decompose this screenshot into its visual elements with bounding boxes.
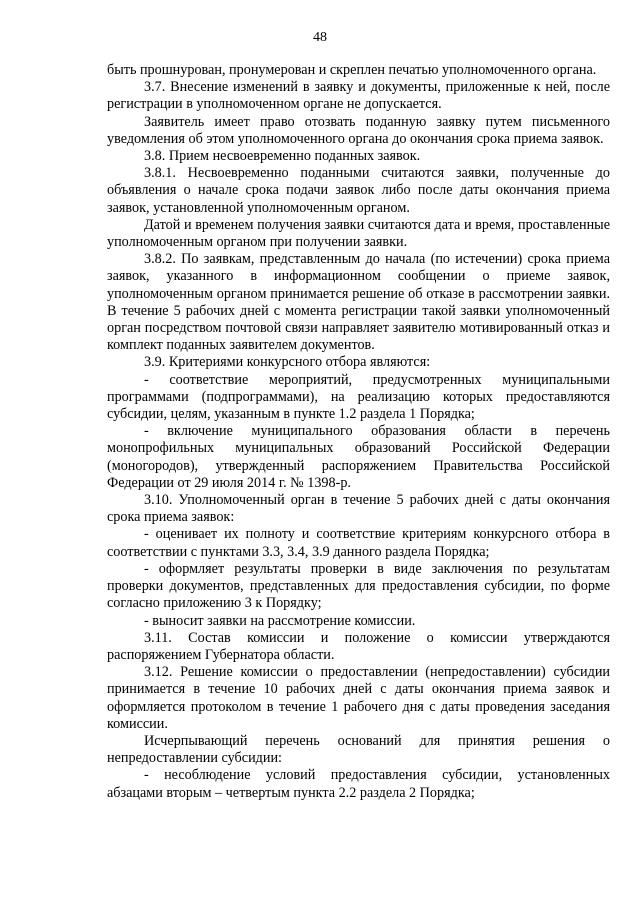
list-item: - оценивает их полноту и соответствие критериям конкурсного отбора в соответствии с пунктами 3.3, 3.4, 3.9 данного раздела Порядка; bbox=[107, 526, 610, 560]
paragraph: 3.10. Уполномоченный орган в течение 5 рабочих дней с даты окончания срока приема заявок: bbox=[107, 492, 610, 526]
paragraph: 3.12. Решение комиссии о предоставлении (непредоставлении) субсидии принимается в течение 10 рабочих дней с даты окончания приема заявок и оформляется протоколом в течение 1 рабочего дня с даты проведения заседания комиссии. bbox=[107, 664, 610, 732]
list-item: - выносит заявки на рассмотрение комиссии. bbox=[144, 612, 416, 629]
paragraph: Датой и временем получения заявки считаются дата и время, проставленные уполномоченным органом при получении заявки. bbox=[107, 216, 610, 251]
paragraph: 3.8.2. По заявкам, представленным до начала (по истечении) срока приема заявок, указанного в информационном сообщении о приеме заявок, уполномоченным органом принимается решение об отказе в рассмотрении заявки. В течение 5 рабочих дней с момента регистрации такой заявки уполномоченный орган посредством почтовой связи направляет заявителю мотивированный отказ и комплект поданных заявителем документов. bbox=[107, 251, 610, 354]
paragraph: Заявитель имеет право отозвать поданную заявку путем письменного уведомления об этом уполномоченного органа до окончания срока приема заявок. bbox=[107, 113, 610, 147]
paragraph: быть прошнурован, пронумерован и скреплен печатью уполномоченного органа. bbox=[107, 62, 597, 78]
document-body bbox=[107, 62, 610, 802]
list-item: - оформляет результаты проверки в виде заключения по результатам проверки документов, представленных для предоставления субсидии, по форме согласно приложению 3 к Порядку; bbox=[107, 560, 610, 612]
section-heading: 3.9. Критериями конкурсного отбора являются: bbox=[144, 354, 431, 371]
paragraph: 3.11. Состав комиссии и положение о комиссии утверждаются распоряжением Губернатора области. bbox=[107, 629, 610, 663]
list-item: - включение муниципального образования области в перечень монопрофильных муниципальных образований Российской Федерации (моногородов), утвержденный распоряжением Правительства Российской Федерации от 29 июля 2014 г. № 1398-р. bbox=[107, 423, 610, 491]
list-item: - несоблюдение условий предоставления субсидии, установленных абзацами вторым – четвертым пункта 2.2 раздела 2 Порядка; bbox=[107, 767, 610, 801]
list-item: - соответствие мероприятий, предусмотренных муниципальными программами (подпрограммами), на реализацию которых предоставляются субсидии, целям, указанным в пункте 1.2 раздела 1 Порядка; bbox=[107, 371, 610, 423]
page-number: 48 bbox=[313, 30, 327, 45]
section-heading: 3.8. Прием несвоевременно поданных заявок. bbox=[144, 148, 421, 165]
paragraph: 3.8.1. Несвоевременно поданными считаются заявки, полученные до объявления о начале срока подачи заявок либо после даты окончания приема заявок, установленной уполномоченным органом. bbox=[107, 165, 610, 216]
paragraph: Исчерпывающий перечень оснований для принятия решения о непредоставлении субсидии: bbox=[107, 732, 610, 767]
paragraph: 3.7. Внесение изменений в заявку и документы, приложенные к ней, после регистрации в уполномоченном органе не допускается. bbox=[107, 79, 610, 113]
